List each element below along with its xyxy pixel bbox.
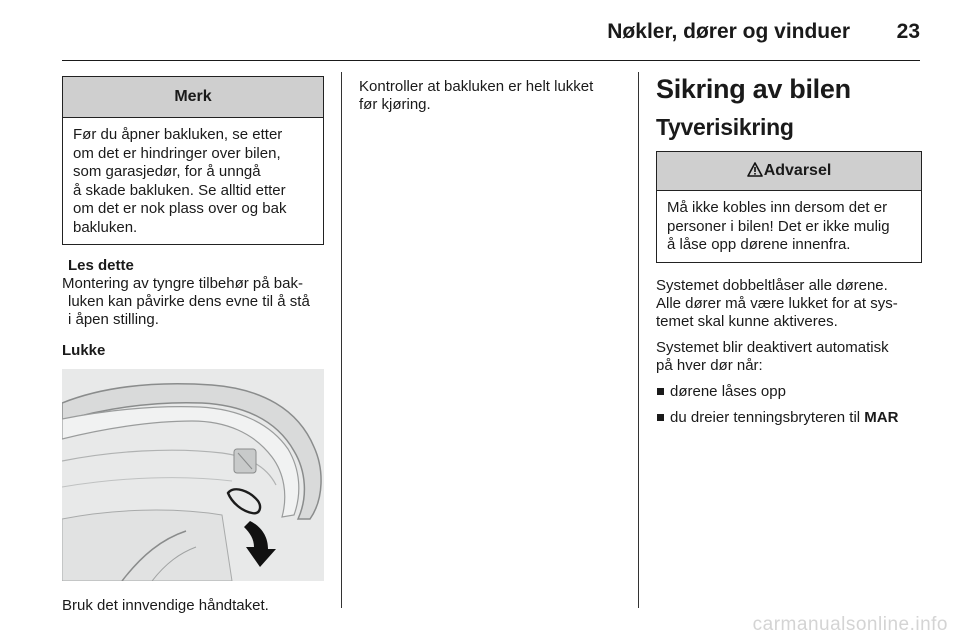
note-box — [62, 76, 324, 245]
bullet-text: du dreier tenningsbryteren til — [670, 408, 865, 426]
section-title: Sikring av bilen — [656, 74, 851, 104]
column-divider-right — [638, 72, 639, 608]
paragraph-double-lock — [656, 277, 922, 331]
read-this-block — [62, 257, 324, 329]
watermark: carmanualsonline.info — [752, 614, 948, 635]
text-line: Før du åpner bakluken, se etter — [73, 126, 283, 143]
text-line: om det er hindringer over bilen, — [73, 144, 281, 162]
text-line: å låse opp dørene innenfra. — [667, 236, 851, 253]
text-line: i åpen stilling. — [68, 311, 159, 328]
text-line: Må ikke kobles inn dersom det er — [667, 199, 888, 216]
column-divider-left — [341, 72, 342, 608]
middle-column — [359, 78, 629, 114]
page-number: 23 — [896, 20, 920, 43]
text-line: temet skal kunne aktiveres. — [656, 312, 838, 330]
page-title: Nøkler, dører og vinduer — [607, 20, 850, 43]
warning-box-header — [657, 152, 921, 191]
text-line: som garasjedør, for å unngå — [73, 163, 261, 180]
left-column — [62, 76, 324, 615]
bullet-list — [656, 383, 922, 427]
list-item — [656, 409, 922, 427]
text-line: Systemet blir deaktivert automatisk — [656, 338, 889, 356]
warning-box-heading: Advarsel — [763, 162, 832, 179]
page-header — [62, 16, 920, 61]
text-line: på hver dør når: — [656, 356, 763, 374]
text-line: om det er nok plass over og bak — [73, 200, 287, 217]
section-subtitle: Tyverisikring — [656, 114, 794, 140]
warning-triangle-icon — [747, 162, 763, 177]
text-line: Systemet dobbeltlåser alle dørene. — [656, 276, 888, 294]
text-line: Montering av tyngre tilbehør på bak- — [62, 275, 303, 292]
tailgate-handle-image — [62, 369, 324, 581]
paragraph-deactivation — [656, 339, 922, 375]
read-this-heading: Les dette — [68, 257, 134, 274]
text-line: luken kan påvirke dens evne til å stå — [68, 293, 310, 310]
text-line: å skade bakluken. Se alltid etter — [73, 181, 286, 199]
close-heading: Lukke — [62, 342, 106, 359]
warning-box — [656, 151, 922, 263]
text-line: Kontroller at bakluken er helt lukket — [359, 78, 594, 95]
ignition-position-label: MAR — [864, 408, 899, 426]
list-item — [656, 383, 922, 401]
tailgate-illustration — [62, 369, 324, 581]
note-box-text — [63, 118, 323, 244]
warning-box-text — [657, 191, 921, 262]
note-box-heading: Merk — [63, 77, 323, 118]
bullet-text: dørene låses opp — [670, 382, 786, 400]
text-line: bakluken. — [73, 218, 138, 236]
image-caption: Bruk det innvendige håndtaket. — [62, 597, 269, 614]
text-line: personer i bilen! Det er ikke mulig — [667, 217, 890, 235]
right-column — [656, 74, 922, 435]
text-line: Alle dører må være lukket for at sys- — [656, 294, 898, 312]
text-line: før kjøring. — [359, 96, 431, 113]
